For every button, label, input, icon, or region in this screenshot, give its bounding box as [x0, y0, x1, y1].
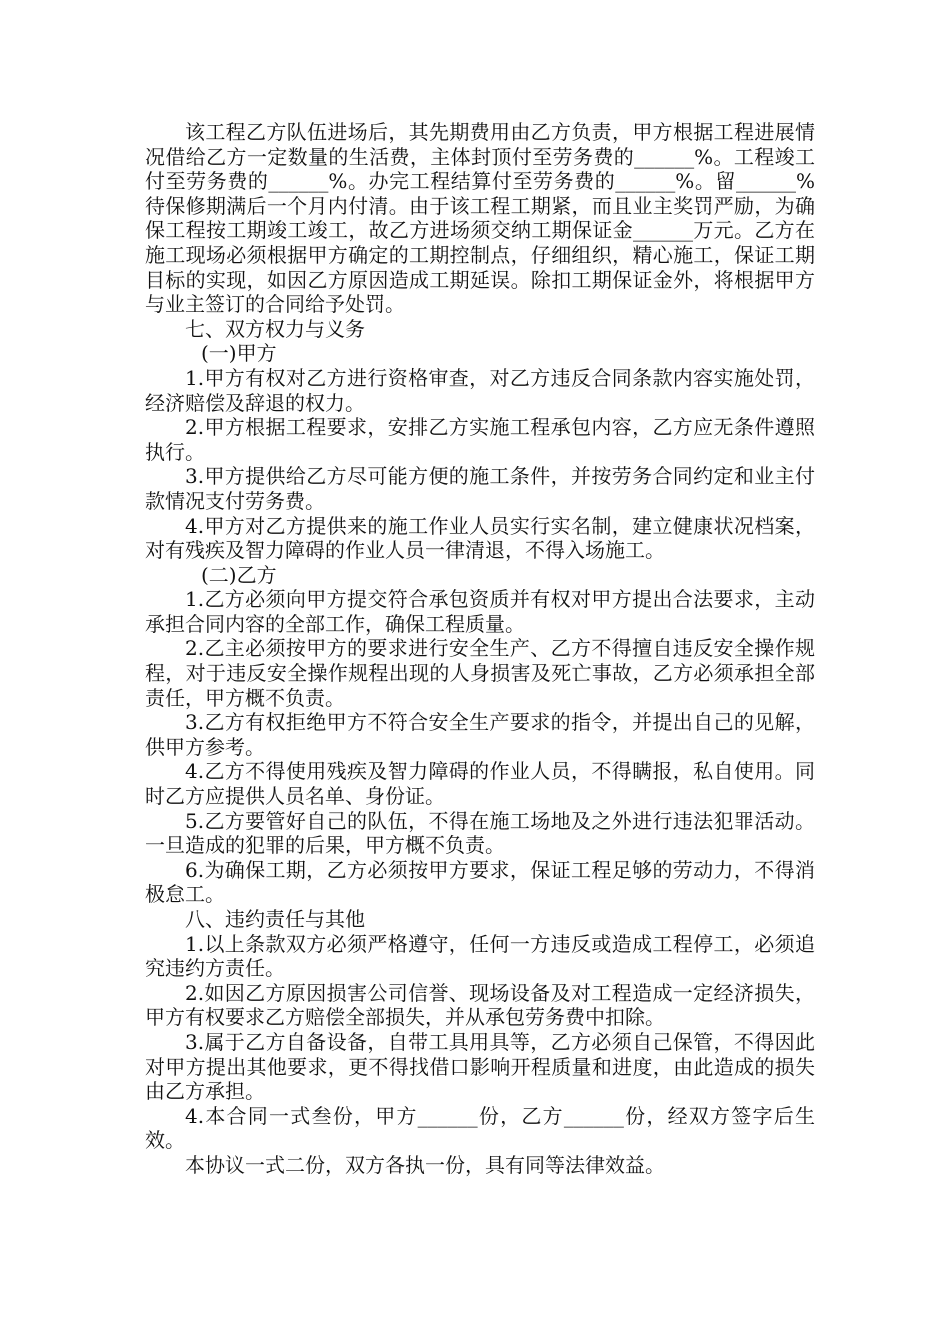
document-page [145, 120, 815, 1178]
party-b-clause-3: 3.乙方有权拒绝甲方不符合安全生产要求的指令，并提出自己的见解，供甲方参考。 [145, 710, 815, 759]
party-b-clause-1: 1.乙方必须向甲方提交符合承包资质并有权对甲方提出合法要求，主动承担合同内容的全部工作，确保工程质量。 [145, 587, 815, 636]
party-a-clause-3: 3.甲方提供给乙方尽可能方便的施工条件，并按劳务合同约定和业主付款情况支付劳务费。 [145, 464, 815, 513]
party-a-clause-2: 2.甲方根据工程要求，安排乙方实施工程承包内容，乙方应无条件遵照执行。 [145, 415, 815, 464]
liability-clause-1: 1.以上条款双方必须严格遵守，任何一方违反或造成工程停工，必须追究违约方责任。 [145, 931, 815, 981]
liability-clause-3: 3.属于乙方自备设备，自带工具用具等，乙方必须自己保管，不得因此对甲方提出其他要求，更不得找借口影响开程质量和进度，由此造成的损失由乙方承担。 [145, 1029, 815, 1104]
subheading-party-a: (一)甲方 [201, 341, 277, 366]
liability-clause-4: 4.本合同一式叁份，甲方______份，乙方______份，经双方签字后生效。 [145, 1103, 815, 1153]
party-b-clause-2: 2.乙主必须按甲方的要求进行安全生产、乙方不得擅自违反安全操作规程，对于违反安全操作规程出现的人身损害及死亡事故，乙方必须承担全部责任，甲方概不负责。 [145, 636, 815, 710]
party-b-clause-4: 4.乙方不得使用残疾及智力障碍的作业人员，不得瞒报，私自使用。同时乙方应提供人员名单、身份证。 [145, 759, 815, 809]
party-b-clause-5: 5.乙方要管好自己的队伍，不得在施工场地及之外进行违法犯罪活动。一旦造成的犯罪的后果，甲方概不负责。 [145, 808, 815, 858]
section-heading-liability: 八、违约责任与其他 [185, 907, 365, 931]
party-a-clause-4: 4.甲方对乙方提供来的施工作业人员实行实名制，建立健康状况档案，对有残疾及智力障碍的作业人员一律清退，不得入场施工。 [145, 513, 815, 563]
closing-statement: 本协议一式二份，双方各执一份，具有同等法律效益。 [185, 1152, 665, 1177]
party-a-clause-1: 1.甲方有权对乙方进行资格审查，对乙方违反合同条款内容实施处罚，经济赔偿及辞退的权力。 [145, 365, 815, 415]
paragraph-payment-terms: 该工程乙方队伍进场后，其先期费用由乙方负责，甲方根据工程进展情况借给乙方一定数量的生活费，主体封顶付至劳务费的______%。工程竣工付至劳务费的______%。办完工程结算付至劳务费的______%。留______%待保修期满后一个月内付清。由于该工程工期紧，而且业主奖罚严励，为确保工程按工期竣工竣工，故乙方进场须交纳工期保证金______万元。乙方在施工现场必须根据甲方确定的工期控制点，仔细组织，精心施工，保证工期目标的实现，如因乙方原因造成工期延误。除扣工期保证金外，将根据甲方与业主签订的合同给予处罚。 [145, 120, 815, 317]
subheading-party-b: (二)乙方 [201, 562, 277, 587]
section-heading-rights-obligations: 七、双方权力与义务 [185, 316, 365, 341]
party-b-clause-6: 6.为确保工期，乙方必须按甲方要求，保证工程足够的劳动力，不得消极怠工。 [145, 857, 815, 907]
liability-clause-2: 2.如因乙方原因损害公司信誉、现场设备及对工程造成一定经济损失，甲方有权要求乙方赔偿全部损失，并从承包劳务费中扣除。 [145, 980, 815, 1030]
